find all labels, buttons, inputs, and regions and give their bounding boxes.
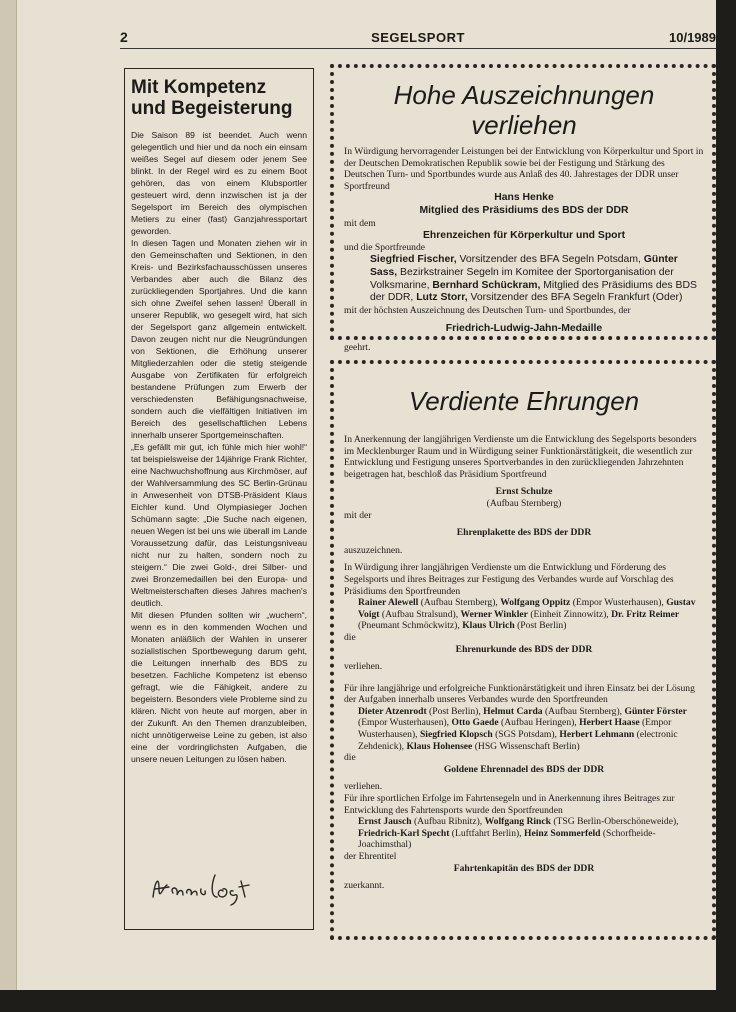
editorial-box: [124, 68, 314, 930]
editorial-paragraph: Mit diesen Pfunden sollten wir „wuchern“, wenn es in den kommenden Wochen und Monaten anläßlich der Wahlen in unserer sozialistischen Sportbewegung darum geht, die Leitungen innerhalb des BDS zu besetzen. Fachliche Kompetenz ist ebenso gefragt, wie die Fähigkeit, andere zu begeistern. Besonders viele Probleme sind zu klären. Nicht von heute auf morgen, aber in der Zukunft. An den Themen dranzubleiben, nicht unnötigerweise Leine zu geben, ist also eine der vordringlichsten Aufgaben, die unsere neuen Leitungen zu lösen haben.: [131, 610, 307, 764]
honoree-club: (electronic Zehdenick),: [358, 729, 678, 752]
honoree-club: (Empor Wusterhausen),: [358, 717, 452, 729]
honors-para4: Für ihre sportlichen Erfolge im Fahrtensegeln und in Anerkennung ihres Beitrages zur Entwicklung des Fahrtensports wurde den Sportfreunden: [344, 793, 675, 816]
awards-person: Hans Henke: [494, 192, 554, 204]
honors-die1: die: [344, 631, 356, 643]
honoree-name: Klaus Ulrich: [462, 620, 515, 632]
honoree-name: Otto Gaede: [451, 717, 499, 729]
editorial-title: [131, 77, 307, 119]
awards-box: [330, 64, 716, 353]
page-binding: [0, 0, 17, 990]
awards-group-role: Vorsitzender des BFA Segeln Potsdam,: [456, 253, 641, 265]
awards-group-name: Günter Sass,: [370, 253, 678, 278]
honoree-club: (Empor Wusterhausen),: [358, 717, 672, 741]
awards-award1: Ehrenzeichen für Körperkultur und Sport: [422, 229, 626, 241]
honors-der-ehrentitel: der Ehrentitel: [344, 851, 397, 862]
honoree-name: Gustav Voigt: [358, 597, 696, 620]
honors-die2: die: [344, 752, 356, 764]
editorial-title-line1: Mit Kompetenz: [131, 77, 267, 98]
honoree-name: Wolfgang Rinck: [484, 816, 551, 828]
honors-award4: Fahrtenkapitän des BDS der DDR: [453, 862, 595, 874]
honoree-club: (Schorfheide-Joachimsthal): [358, 827, 656, 851]
honoree-name: Klaus Hohensee: [406, 740, 473, 752]
awards-group-name: Lutz Storr,: [416, 292, 468, 304]
signature-icon: [145, 867, 265, 907]
honoree-name: Ernst Jausch: [358, 816, 412, 828]
awards-person-role: Mitglied des Präsidiums des BDS der DDR: [419, 205, 629, 217]
awards-geehrt: geehrt.: [344, 341, 371, 353]
honors-mit-der: mit der: [344, 509, 372, 521]
honoree-club: (Aufbau Stralsund),: [379, 608, 461, 620]
honoree-name: Friedrich-Karl Specht: [358, 827, 450, 839]
honoree-name: Heinz Sommerfeld: [523, 827, 601, 839]
awards-group-name: Bernhard Schückram,: [432, 279, 541, 291]
editorial-paragraph: Die Saison 89 ist beendet. Auch wenn gelegentlich und hier und da noch ein einsam weißes Segel auf diesem oder jenem See blinkt. In der Regel wird es zu einem Boot gehören, das von einem Klubsportler gesteuert wird, denn inzwischen ist ja der Segelsport im Bereich des olympischen Metiers zu einer (fast) Ganzjahressportart geworden.: [131, 130, 307, 236]
honoree-club: (Einheit Zinnowitz),: [527, 608, 612, 620]
honoree-club: (Aufbau Heringen),: [498, 717, 580, 729]
honors-award1: Ehrenplakette des BDS der DDR: [456, 527, 592, 539]
honoree-club: (Aufbau Sternberg),: [418, 597, 501, 609]
honors-list2: [344, 706, 704, 752]
page-number: 2: [120, 29, 128, 45]
honoree-name: Herbert Lehmann: [559, 729, 635, 741]
honors-list3: [344, 816, 704, 851]
awards-und-die: und die Sportfreunde: [344, 242, 425, 254]
honoree-club: (Post Berlin),: [426, 705, 484, 717]
honoree-name: Günter Förster: [624, 705, 687, 717]
honors-award2: Ehrenurkunde des BDS der DDR: [455, 643, 593, 655]
editorial-paragraph: „Es gefällt mir gut, ich fühle mich hier wohl!“ tat beispielsweise der 14jährige Frank Richter, eine Nachwuchshoffnung aus Kirchmöser, auf der Wahlversammlung des SC Berlin-Grünau in Anwesenheit von DTSB-Präsident Klaus Eichler kund. Und Olympiasieger Jochen Schümann sagte: „Die Suche nach eigenen, neuen Wegen ist bei uns wie überall im Lande Voraussetzung dafür, das Leistungsniveau nicht nur zu halten, sondern noch zu steigern.“ Die zwei Gold-, drei Silber- und zwei Bronzemedaillen bei den Europa- und Weltmeisterschaften dieses Jahres machen's deutlich.: [131, 442, 307, 608]
issue-number: 10/1989: [669, 30, 716, 45]
honoree-name: Herbert Haase: [579, 717, 640, 729]
honors-award3: Goldene Ehrennadel des BDS der DDR: [443, 763, 605, 775]
honors-verliehen2: verliehen.: [344, 781, 383, 793]
honoree-name: Dieter Atzenrodt: [358, 705, 427, 717]
honors-para3: Für ihre langjährige und erfolgreiche Funktionärstätigkeit und ihren Einsatz bei der Lösung der Aufgaben innerhalb unseres Verbandes wurde den Sportfreunden: [344, 682, 695, 706]
honors-title: Verdiente Ehrungen: [408, 386, 640, 416]
honors-zuerkannt: zuerkannt.: [344, 880, 385, 892]
honoree-name: Dr. Fritz Reimer: [611, 608, 680, 620]
honoree-club: (Post Berlin): [514, 620, 567, 632]
awards-award2: Friedrich-Ludwig-Jahn-Medaille: [445, 322, 603, 334]
honoree-club: (HSG Wissenschaft Berlin): [472, 740, 580, 752]
honoree-club: (Luftfahrt Berlin),: [449, 827, 524, 839]
honors-auszuzeichnen: auszuzeichnen.: [344, 544, 403, 556]
awards-group-role: Bezirkstrainer Segeln im Komitee der Sportorganisation der Volksmarine,: [370, 266, 674, 291]
honors-person-club: (Aufbau Sternberg): [486, 497, 562, 509]
honoree-club: (Empor Wusterhausen),: [570, 597, 667, 609]
honors-box: [330, 360, 716, 940]
editorial-title-line2: und Begeisterung: [131, 98, 293, 119]
editorial-paragraph: In diesen Tagen und Monaten ziehen wir in den Gemeinschaften und Sektionen, in den Kreis- und Bezirksfachausschüssen unseres Verbandes aber auch die Bilanz des zurückliegenden Sportjahres. Und die kann sich ohne Zweifel sehen lassen! Überall in unserer Republik, wo gesegelt wird, hat sich der Segelsport ganz allgemein entwickelt. Davon zeugen nicht nur die Neugründungen von Sektionen, die Erhöhung unserer Mitgliederzahlen oder die stetig steigende Ausgabe von Zertifikaten für erfolgreich bestandene Prüfungen zum Erwerb der verschiedensten Befähigungsnachweise, sondern auch die vielfältigen Initiativen im Bereich des gesellschaftlichen Lebens innerhalb unserer Sportgemeinschaften.: [131, 238, 307, 440]
awards-group: [344, 254, 704, 305]
editorial-text: [131, 129, 307, 765]
honoree-club: (Pneumant Schmöckwitz),: [358, 620, 463, 632]
honors-list1: [344, 597, 704, 632]
honors-verliehen1: verliehen.: [344, 661, 383, 673]
honoree-club: (Aufbau Ribnitz),: [411, 816, 485, 828]
honoree-name: Helmut Carda: [483, 705, 543, 717]
honoree-name: Siegfried Klopsch: [419, 729, 493, 741]
honoree-name: Werner Winkler: [460, 608, 528, 620]
awards-intro: In Würdigung hervorragender Leistungen bei der Entwicklung von Körperkultur und Sport in der Deutschen Demokratischen Republik sowie bei der Festigung und Stärkung des Deutschen Turn- und Sportbundes wurde aus Anlaß des 40. Jahrestages der DDR unser Sportfreund: [344, 146, 704, 192]
awards-group-role: Mitglied des Präsidiums des BDS der DDR,: [370, 279, 697, 304]
page-header: [120, 28, 716, 49]
honors-para2: In Würdigung ihrer langjährigen Verdienste um die Entwicklung und Förderung des Segelsports und ihres Beitrages zur Festigung des Verbandes wurde auf Vorschlag des Präsidiums den Sportfreunden: [344, 562, 674, 597]
awards-mit-der: mit der höchsten Auszeichnung des Deutschen Turn- und Sportbundes, der: [344, 305, 631, 317]
honors-person: Ernst Schulze: [495, 486, 553, 498]
honoree-name: Rainer Alewell: [358, 597, 419, 609]
awards-group-role: Vorsitzender des BFA Segeln Frankfurt (Oder): [467, 292, 683, 304]
magazine-title: SEGELSPORT: [371, 30, 465, 45]
honoree-club: (TSG Berlin-Oberschöneweide),: [550, 816, 679, 828]
honors-intro: In Anerkennung der langjährigen Verdienste um die Entwicklung des Segelsports besonders im Mecklenburger Raum und in Würdigung seiner Funktionärstätigkeit, die wesentlich zur Entwicklung und Festigung unseres Sportverbandes in den zurückliegenden Jahrzehnten beigetragen hat, beschloß das Präsidium Sportfreund: [344, 434, 697, 480]
awards-group-name: Siegfried Fischer,: [370, 253, 457, 265]
awards-title: Hohe Auszeichnungen verliehen: [393, 80, 655, 140]
honoree-name: Wolfgang Oppitz: [500, 597, 571, 609]
honoree-club: (Aufbau Sternberg),: [542, 705, 625, 717]
awards-mit-dem: mit dem: [344, 217, 376, 229]
honoree-club: (SGS Potsdam),: [492, 729, 560, 741]
